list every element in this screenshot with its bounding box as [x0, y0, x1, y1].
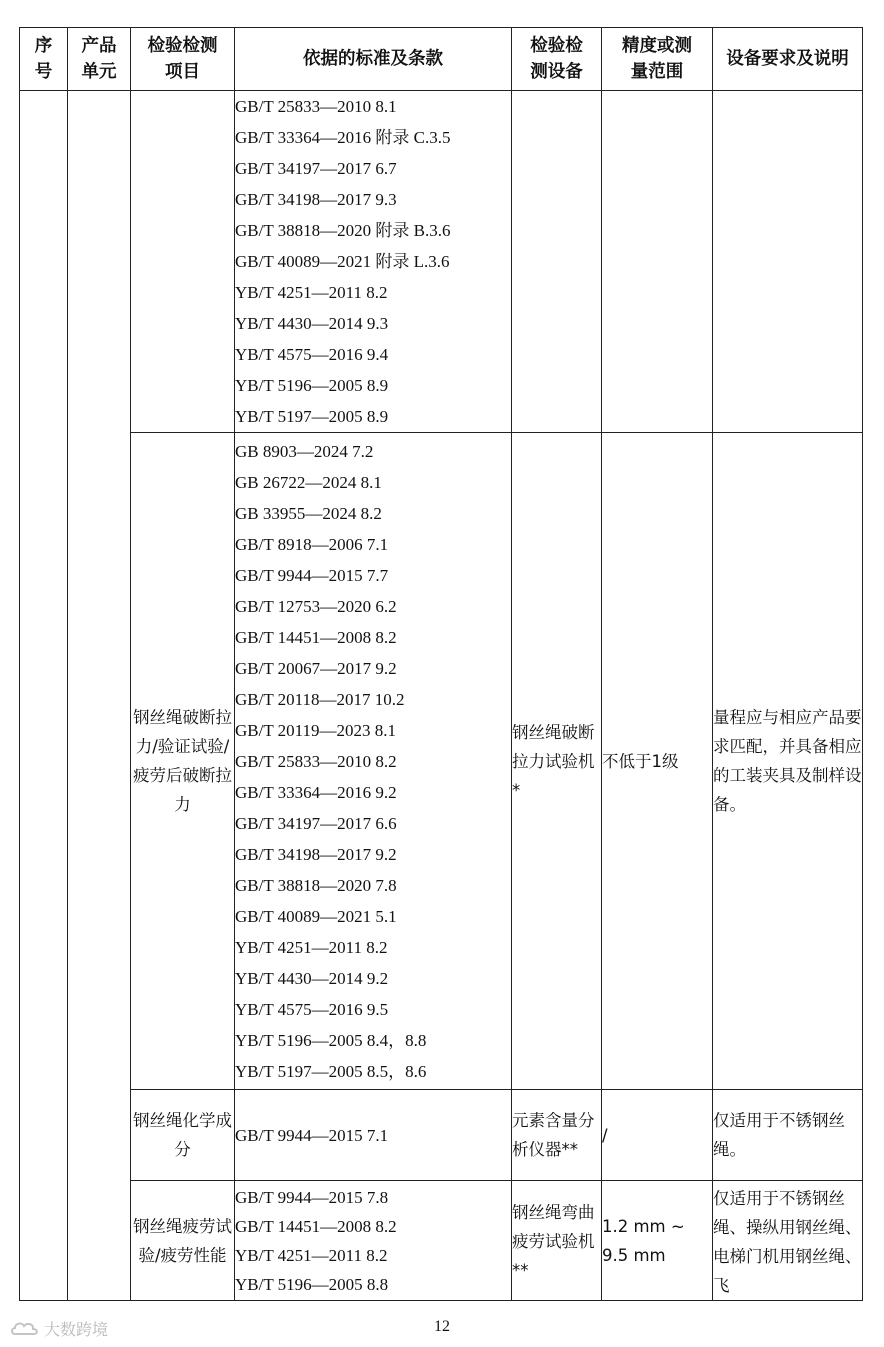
- standard-line: YB/T 5196—2005 8.8: [235, 1275, 389, 1294]
- note-cell: 量程应与相应产品要求匹配，并具备相应的工装夹具及制样设备。: [713, 433, 863, 1090]
- table-row: [20, 1090, 863, 1181]
- standard-line: GB/T 34197—2017 6.6: [235, 813, 397, 833]
- standard-line: GB/T 9944—2015 7.1: [235, 1125, 389, 1145]
- standards-table: [19, 27, 863, 1301]
- standard-line: GB/T 14451—2008 8.2: [235, 627, 397, 647]
- standard-line: YB/T 4251—2011 8.2: [235, 937, 388, 957]
- header-note: 设备要求及说明: [713, 28, 863, 91]
- standard-line: GB/T 34198—2017 9.3: [235, 190, 397, 209]
- test-item-cell: 钢丝绳疲劳试验/疲劳性能: [131, 1181, 235, 1301]
- standard-line: GB/T 14451—2008 8.2: [235, 1217, 397, 1236]
- standard-line: GB/T 40089—2021 5.1: [235, 906, 397, 926]
- note-cell: [713, 91, 863, 433]
- standards-cell: [235, 433, 512, 1090]
- standard-line: GB 8903—2024 7.2: [235, 441, 374, 461]
- standard-line: GB/T 20118—2017 10.2: [235, 689, 405, 709]
- standard-line: GB/T 9944—2015 7.8: [235, 1188, 389, 1207]
- note-cell: 仅适用于不锈钢丝绳、操纵用钢丝绳、电梯门机用钢丝绳、飞: [713, 1181, 863, 1301]
- standards-cell: [235, 91, 512, 433]
- header-product-unit: 产品单元: [68, 28, 131, 91]
- equipment-cell: [512, 91, 602, 433]
- standard-line: GB/T 20119—2023 8.1: [235, 720, 397, 740]
- standard-line: YB/T 4251—2011 8.2: [235, 283, 388, 302]
- test-item-cell: 钢丝绳化学成分: [131, 1090, 235, 1181]
- standard-line: GB/T 38818—2020 附录 B.3.6: [235, 221, 451, 240]
- serial-cell: [20, 91, 68, 1301]
- page-number: 12: [434, 1318, 450, 1335]
- watermark-text: 大数跨境: [44, 1320, 109, 1339]
- header-test-item: 检验检测项目: [131, 28, 235, 91]
- table-header-row: [20, 28, 863, 91]
- standard-line: GB/T 34198—2017 9.2: [235, 844, 397, 864]
- standard-line: GB/T 25833—2010 8.2: [235, 751, 397, 771]
- header-range: 精度或测量范围: [602, 28, 713, 91]
- standard-line: GB/T 8918—2006 7.1: [235, 534, 389, 554]
- standard-line: GB/T 20067—2017 9.2: [235, 658, 397, 678]
- range-cell: /: [602, 1090, 713, 1181]
- standard-line: YB/T 4430—2014 9.2: [235, 968, 389, 988]
- equipment-cell: 钢丝绳弯曲疲劳试验机**: [512, 1181, 602, 1301]
- note-cell: 仅适用于不锈钢丝绳。: [713, 1090, 863, 1181]
- standard-line: YB/T 5196—2005 8.4，8.8: [235, 1030, 427, 1050]
- standard-line: GB/T 33364—2016 9.2: [235, 782, 397, 802]
- standard-line: YB/T 5196—2005 8.9: [235, 376, 389, 395]
- standard-line: GB/T 34197—2017 6.7: [235, 159, 397, 178]
- standard-line: GB/T 38818—2020 7.8: [235, 875, 397, 895]
- standard-line: GB/T 33364—2016 附录 C.3.5: [235, 128, 451, 147]
- range-cell: 不低于1级: [602, 433, 713, 1090]
- table-row: [20, 91, 863, 433]
- standard-line: GB/T 25833—2010 8.1: [235, 97, 397, 116]
- standard-line: YB/T 4251—2011 8.2: [235, 1246, 388, 1265]
- standards-cell: [235, 1090, 512, 1181]
- standards-cell: [235, 1181, 512, 1301]
- header-standard: 依据的标准及条款: [235, 28, 512, 91]
- test-item-cell: 钢丝绳破断拉力/验证试验/疲劳后破断拉力: [131, 433, 235, 1090]
- range-cell: [602, 91, 713, 433]
- standard-line: GB/T 9944—2015 7.7: [235, 565, 389, 585]
- equipment-cell: 钢丝绳破断拉力试验机*: [512, 433, 602, 1090]
- standard-line: GB/T 40089—2021 附录 L.3.6: [235, 252, 450, 271]
- standard-line: GB 26722—2024 8.1: [235, 472, 382, 492]
- table-row: [20, 433, 863, 1090]
- range-cell: 1.2 mm ~ 9.5 mm: [602, 1181, 713, 1301]
- header-equipment: 检验检测设备: [512, 28, 602, 91]
- standard-line: YB/T 4575—2016 9.5: [235, 999, 389, 1019]
- table-row: [20, 1181, 863, 1301]
- standard-line: YB/T 5197—2005 8.5，8.6: [235, 1061, 427, 1081]
- equipment-cell: 元素含量分析仪器**: [512, 1090, 602, 1181]
- standard-line: YB/T 5197—2005 8.9: [235, 407, 389, 426]
- standard-line: GB/T 12753—2020 6.2: [235, 596, 397, 616]
- test-item-cell: [131, 91, 235, 433]
- header-serial: 序号: [20, 28, 68, 91]
- product-unit-cell: [68, 91, 131, 1301]
- standard-line: YB/T 4575—2016 9.4: [235, 345, 389, 364]
- standard-line: YB/T 4430—2014 9.3: [235, 314, 389, 333]
- standard-line: GB 33955—2024 8.2: [235, 503, 382, 523]
